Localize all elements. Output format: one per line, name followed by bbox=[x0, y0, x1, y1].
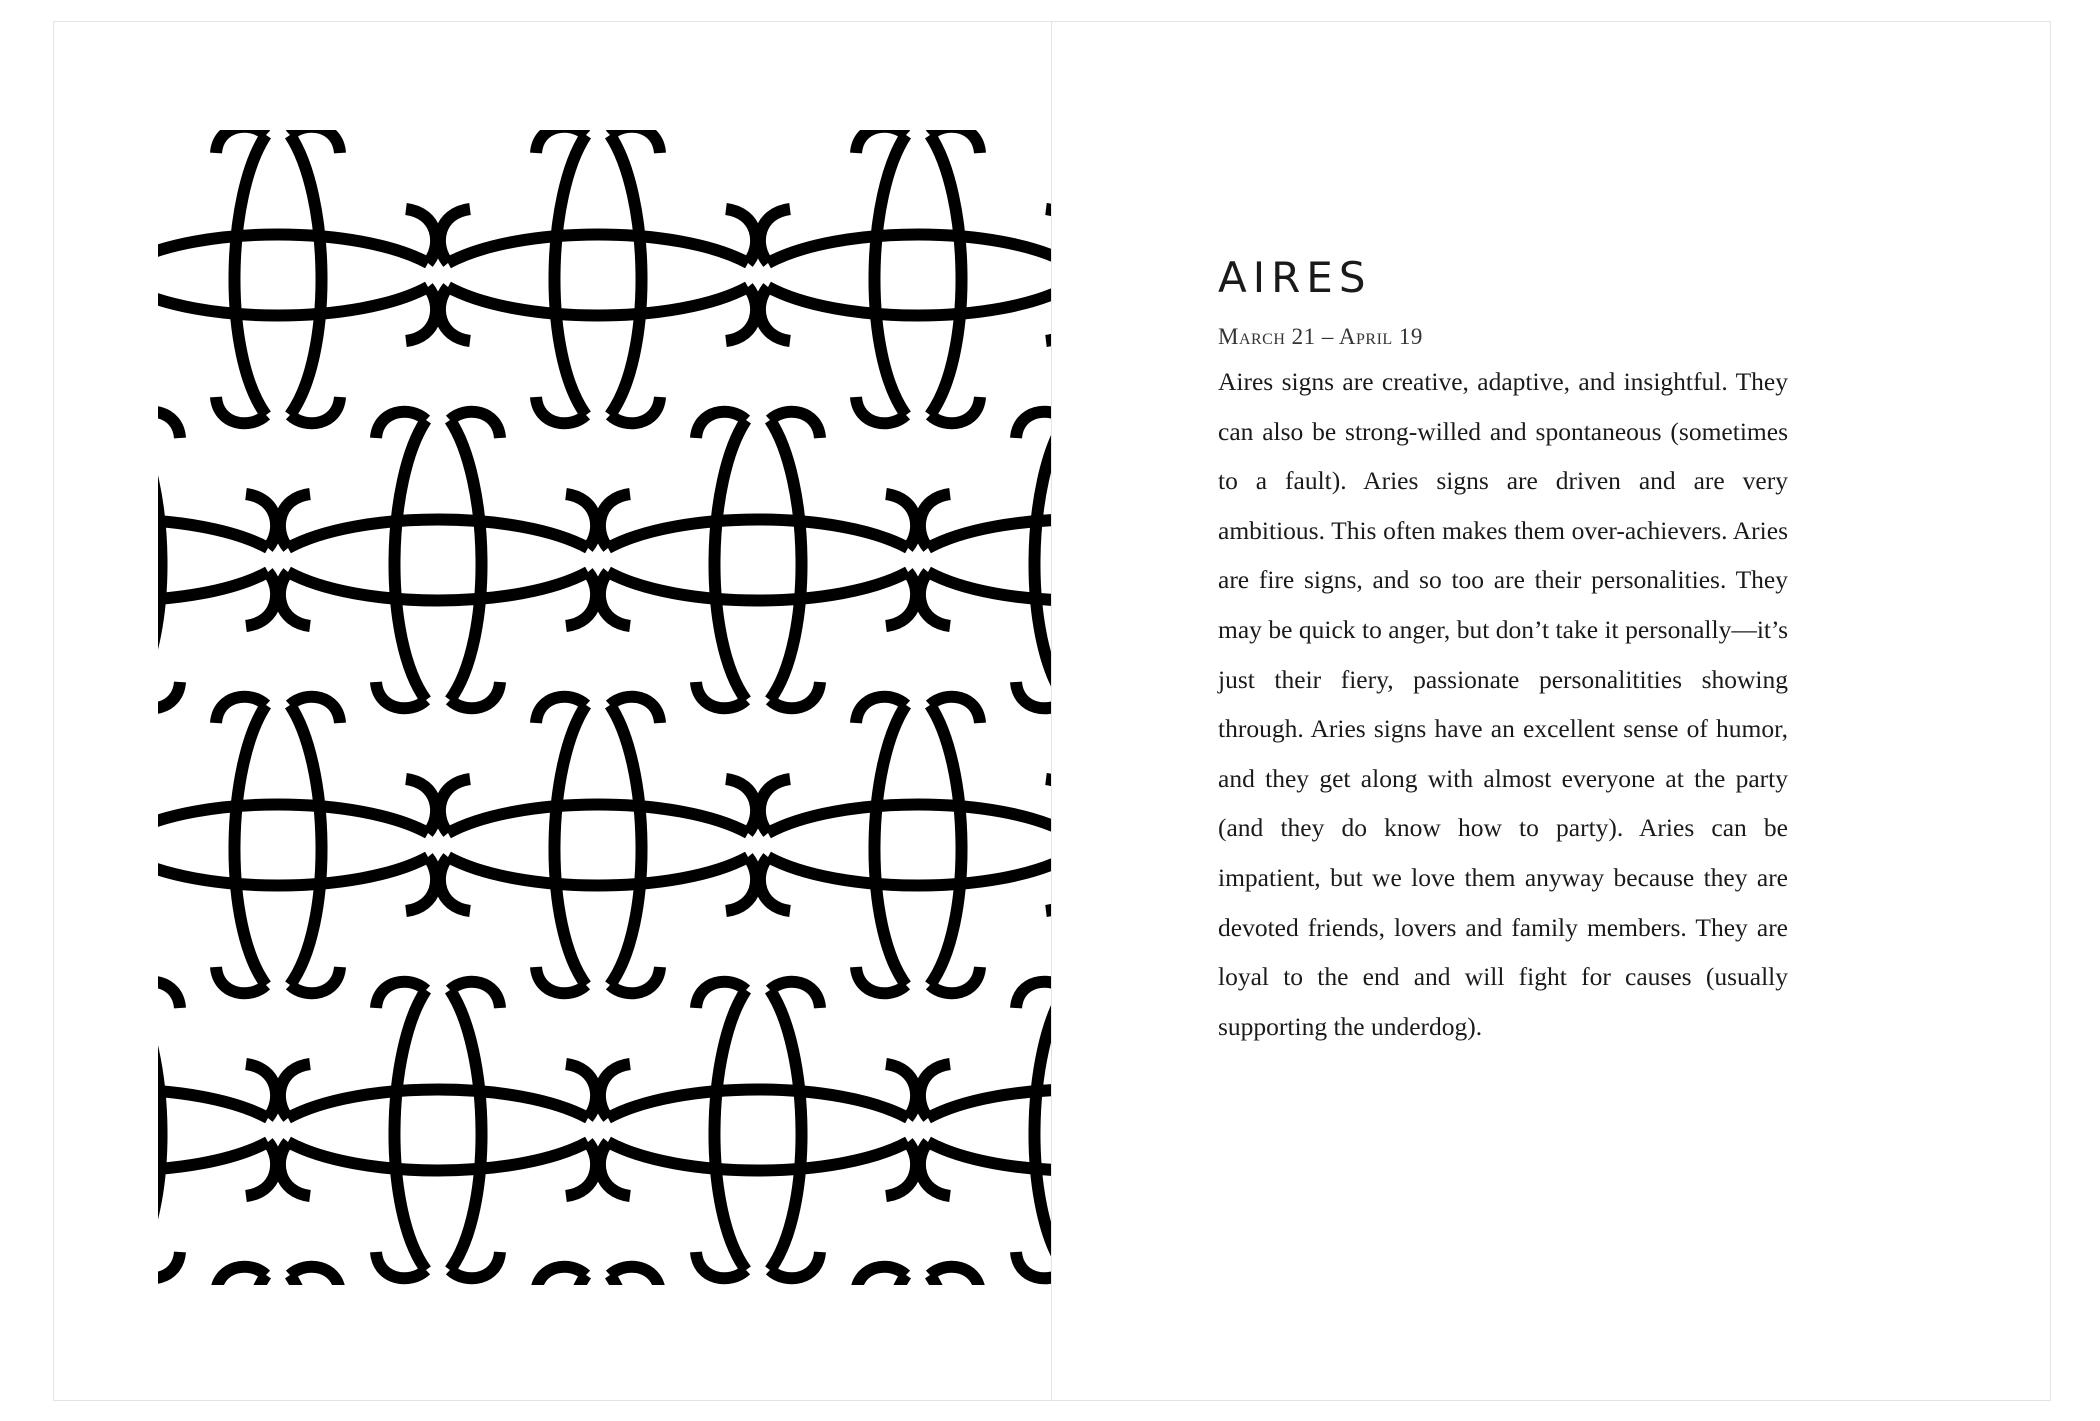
sign-description-text: Aires signs are creative, adaptive, and insightful. They can also be strong-willed and spontaneous (sometimes to a fault). Aries signs are driven and are very ambitious. This often makes them over-achievers. Aries are fire signs, and so too are their personalities. They may be quick to anger, but don’t take it personally—it’s just their fiery, passionate personalitities showing through. Aries signs have an excellent sense of humor, and they get along with almost everyone at the party (and they do know how to party). Aries can be impatient, but we love them anyway because they are devoted friends, lovers and family members. They are loyal to the end and will fight for causes (usually supporting the underdog). bbox=[1218, 367, 1788, 1041]
pattern-row-3 bbox=[158, 697, 1051, 994]
ornamental-pattern-illustration bbox=[158, 130, 1051, 1285]
pattern-row-2 bbox=[158, 412, 1051, 709]
page-gutter bbox=[1051, 21, 1052, 1401]
sign-title: AIRES bbox=[1218, 253, 1372, 302]
sign-description-block bbox=[1218, 250, 1788, 1077]
pattern-row-4 bbox=[158, 982, 1051, 1279]
pattern-row-1 bbox=[158, 130, 1051, 423]
sign-date-range: March 21 – April 19 bbox=[1218, 324, 1423, 349]
pattern-row-5 bbox=[158, 1267, 1051, 1285]
scroll-pattern-svg bbox=[158, 130, 1051, 1285]
